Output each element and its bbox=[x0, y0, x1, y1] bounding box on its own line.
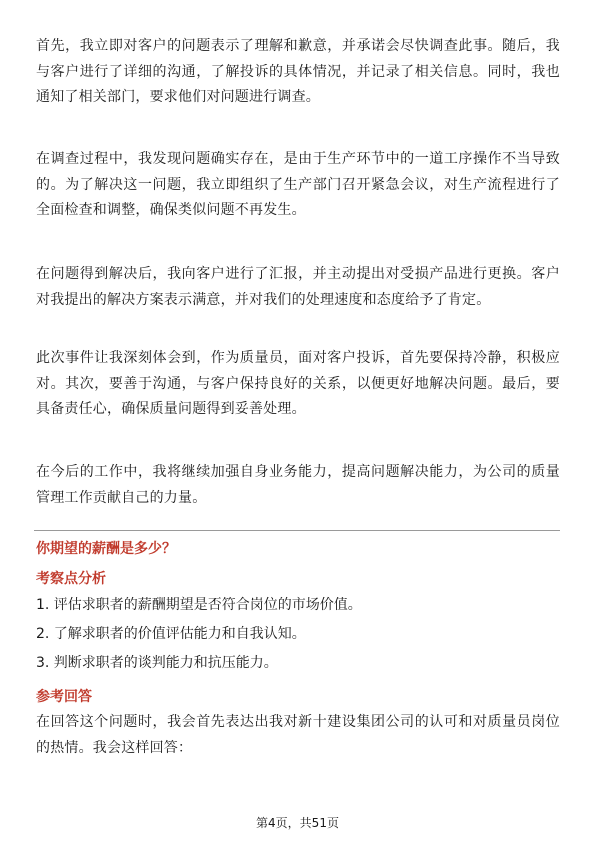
analysis-item-3: 3. 判断求职者的谈判能力和抗压能力。 bbox=[36, 655, 278, 671]
paragraph-1: 首先，我立即对客户的问题表示了理解和歉意，并承诺会尽快调查此事。随后，我与客户进行了详细的沟通，了解投诉的具体情况，并记录了相关信息。同时，我也通知了相关部门，要求他们对问题进行调查。 bbox=[36, 38, 560, 105]
answer-paragraph: 在回答这个问题时，我会首先表达出我对新十建设集团公司的认可和对质量员岗位的热情。我会这样回答： bbox=[36, 714, 560, 756]
analysis-item-1: 1. 评估求职者的薪酬期望是否符合岗位的市场价值。 bbox=[36, 597, 362, 613]
paragraph-5: 在今后的工作中，我将继续加强自身业务能力，提高问题解决能力，为公司的质量管理工作贡献自己的力量。 bbox=[36, 464, 560, 506]
paragraph-3: 在问题得到解决后，我向客户进行了汇报，并主动提出对受损产品进行更换。客户对我提出的解决方案表示满意，并对我们的处理速度和态度给予了肯定。 bbox=[36, 266, 560, 308]
paragraph-2: 在调查过程中，我发现问题确实存在，是由于生产环节中的一道工序操作不当导致的。为了解决这一问题，我立即组织了生产部门召开紧急会议，对生产流程进行了全面检查和调整，确保类似问题不再发生。 bbox=[36, 151, 560, 218]
answer-heading: 参考回答 bbox=[36, 689, 92, 705]
analysis-item-2: 2. 了解求职者的价值评估能力和自我认知。 bbox=[36, 626, 306, 642]
section-divider bbox=[34, 530, 560, 531]
analysis-heading: 考察点分析 bbox=[36, 571, 106, 587]
page-footer: 第4页，共51页 bbox=[256, 816, 339, 830]
interview-question: 你期望的薪酬是多少？ bbox=[36, 541, 176, 557]
paragraph-4: 此次事件让我深刻体会到，作为质量员，面对客户投诉，首先要保持冷静，积极应对。其次，要善于沟通，与客户保持良好的关系，以便更好地解决问题。最后，要具备责任心，确保质量问题得到妥善处理。 bbox=[36, 350, 560, 417]
